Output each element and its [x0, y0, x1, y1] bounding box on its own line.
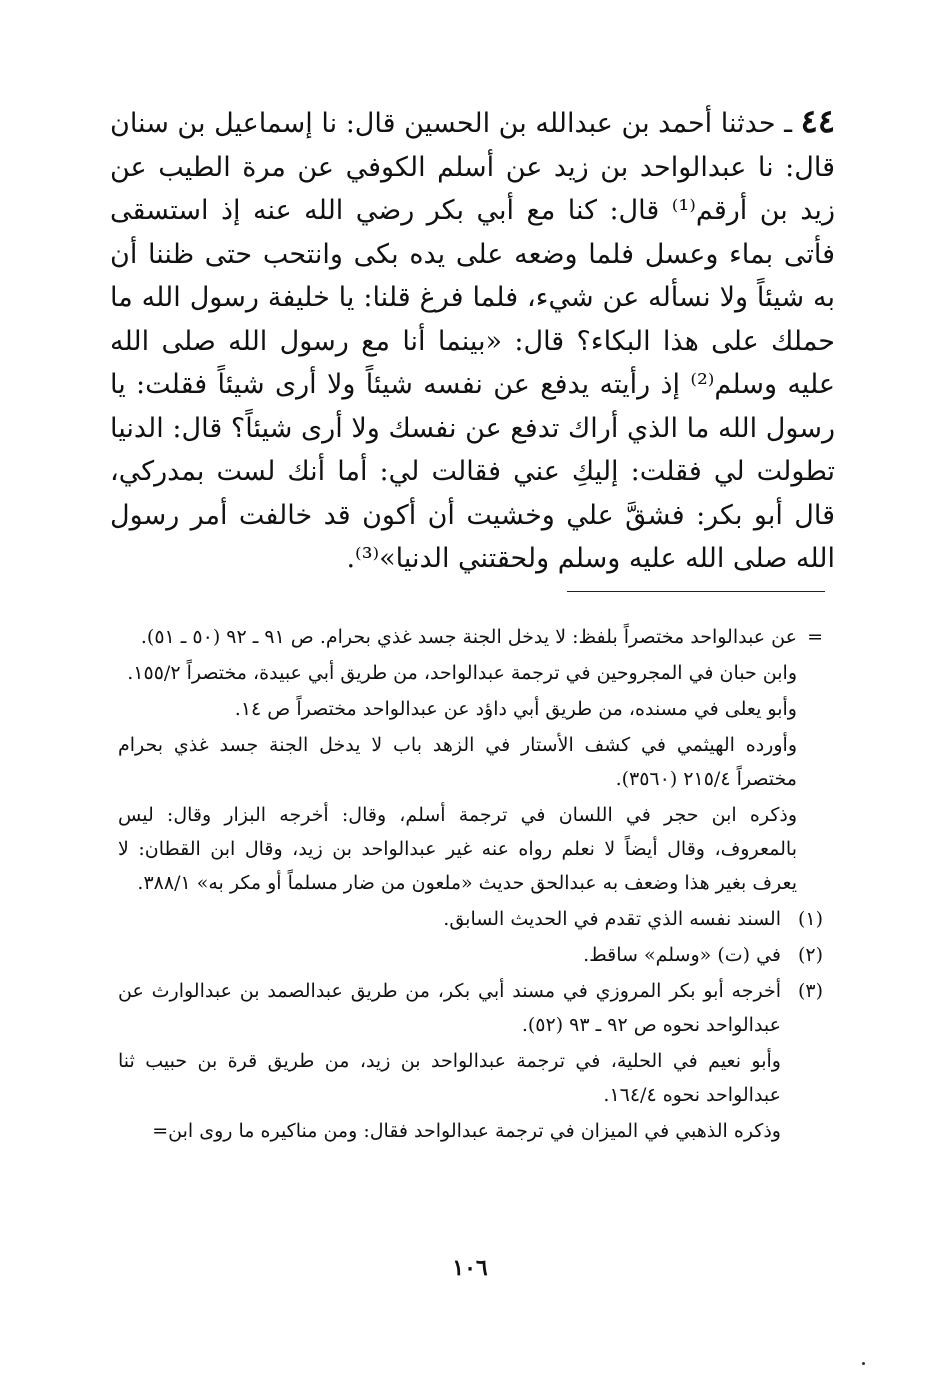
footnote-text: وأورده الهيثمي في كشف الأستار في الزهد باب لا يدخل الجنة جسد غذي بحرام مختصراً ٢١٥/٤ (٣٥٦٠). — [118, 734, 797, 790]
footnote-3 — [118, 974, 823, 1042]
footnote-number: (٢) — [797, 944, 823, 966]
footnote-text: في (ت) «وسلم» ساقط. — [583, 944, 781, 966]
footnote-3-para — [118, 1044, 823, 1112]
footnote-number: (١) — [797, 908, 823, 930]
footnote-number: (٣) — [797, 980, 823, 1002]
footnote-continued-para — [118, 620, 823, 654]
page-number: ١٠٦ — [452, 1255, 488, 1281]
hadith-body: ـ حدثنا أحمد بن عبدالله بن الحسين قال: نا إسماعيل بن سنان قال: نا عبدالواحد بن زيد عن أسلم الكوفي عن مرة الطيب عن زيد بن أرقم⁽¹⁾ قال: كنا مع أبي بكر رضي الله عنه إذ استسقى فأتى بماء وعسل فلما وضعه على يده بكى وانتحب حتى ظننا أن به شيئاً ولا نسأله عن شيء، فلما فرغ قلنا: يا خليفة رسول الله ما حملك على هذا البكاء؟ قال: «بينما أنا مع رسول الله صلى الله عليه وسلم⁽²⁾ إذ رأيته يدفع عن نفسه شيئاً ولا أرى شيئاً فقلت: يا رسول الله ما الذي أراك تدفع عن نفسك ولا أرى شيئاً؟ قال: الدنيا تطولت لي فقلت: إليكِ عني فقالت لي: أما أنك لست بمدركي، قال أبو بكر: فشقَّ علي وخشيت أن أكون قد خالفت أمر رسول الله صلى الله عليه وسلم ولحقتني الدنيا»⁽³⁾. — [110, 108, 836, 574]
footnote-text: وأبو يعلى في مسنده، من طريق أبي داؤد عن عبدالواحد مختصراً ص ١٤. — [234, 698, 797, 720]
footnote-3-para — [118, 1114, 823, 1148]
footnote-continued-para — [118, 728, 823, 796]
footnote-text: عن عبدالواحد مختصراً بلفظ: لا يدخل الجنة جسد غذي بحرام. ص ٩١ ـ ٩٢ (٥٠ ـ ٥١). — [140, 626, 797, 648]
hadith-number: ٤٤ — [800, 102, 835, 140]
footnote-separator — [567, 591, 825, 592]
footnote-continued-para — [118, 692, 823, 726]
hadith-text-block — [110, 100, 835, 581]
continuation-mark: = — [807, 626, 823, 648]
footnote-text: وذكره الذهبي في الميزان في ترجمة عبدالواحد فقال: ومن مناكيره ما روى ابن= — [152, 1120, 781, 1142]
footnote-2 — [118, 938, 823, 972]
footnote-continued-para — [118, 798, 823, 900]
footnote-1 — [118, 902, 823, 936]
footnote-text: وذكره ابن حجر في اللسان في ترجمة أسلم، وقال: أخرجه البزار وقال: ليس بالمعروف، وقال أيضاً لا نعلم رواه عنه غير عبدالواحد بن زيد، وقال ابن القطان: لا يعرف بغير هذا وضعف به عبدالحق حديث «ملعون من ضار مسلماً أو مكر به» ٣٨٨/١. — [118, 804, 797, 894]
footnotes-block — [118, 620, 823, 1150]
footnote-text: أخرجه أبو بكر المروزي في مسند أبي بكر، من طريق عبدالصمد بن عبدالوارث عن عبدالواحد نحوه ص ٩٢ ـ ٩٣ (٥٢). — [118, 980, 781, 1036]
footnote-continued-para — [118, 656, 823, 690]
footnote-text: وابن حبان في المجروحين في ترجمة عبدالواحد، من طريق أبي عبيدة، مختصراً ١٥٥/٢. — [127, 662, 797, 684]
footnote-text: وأبو نعيم في الحلية، في ترجمة عبدالواحد بن زيد، من طريق قرة بن حبيب ثنا عبدالواحد نحوه ١٦٤/٤. — [118, 1050, 781, 1106]
scan-speck — [862, 1362, 865, 1365]
footnote-text: السند نفسه الذي تقدم في الحديث السابق. — [443, 908, 781, 930]
hadith-paragraph — [110, 100, 835, 581]
